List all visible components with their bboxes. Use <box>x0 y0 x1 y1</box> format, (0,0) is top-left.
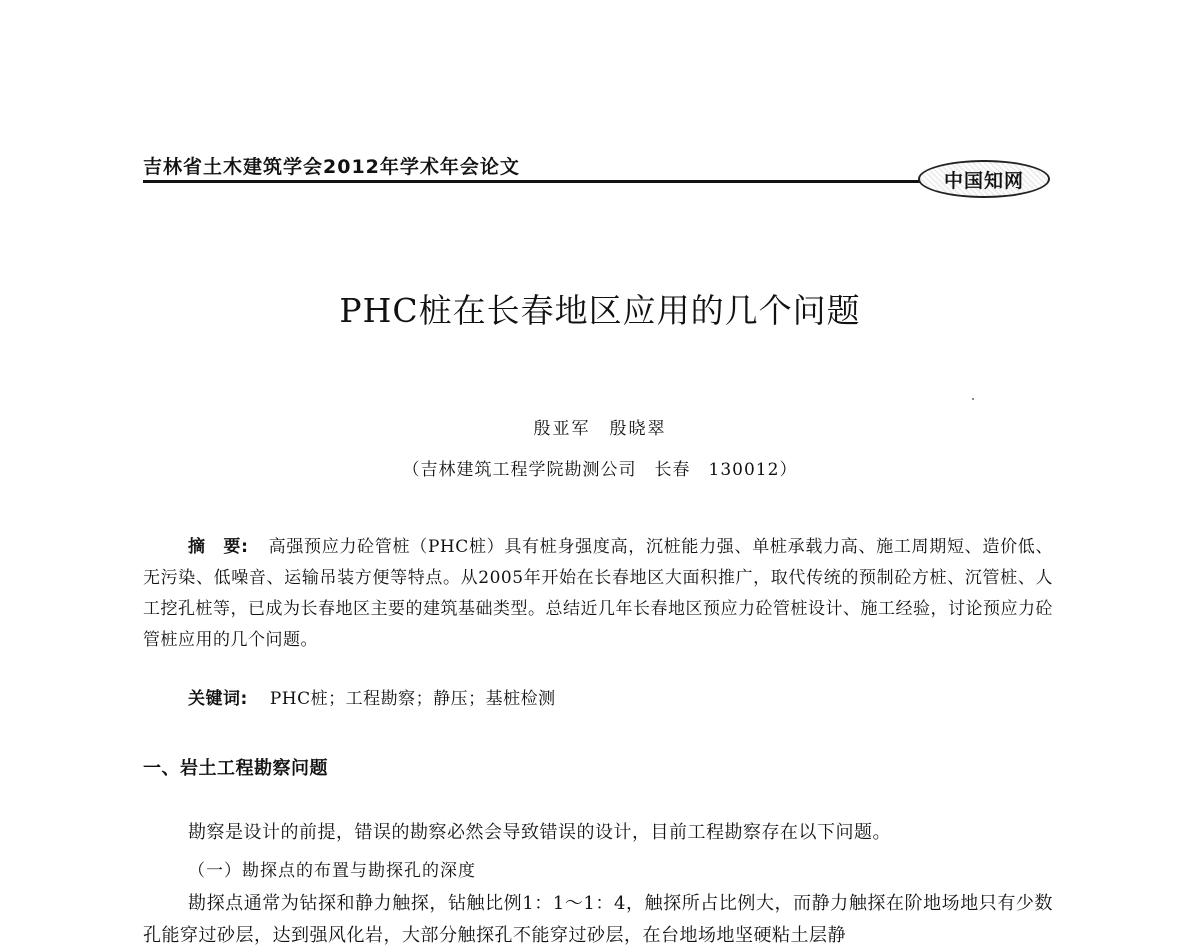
abstract-paragraph <box>143 532 1053 656</box>
paper-title: PHC桩在长春地区应用的几个问题 <box>339 291 861 330</box>
body-paragraph-text: 勘探点通常为钻探和静力触探，钻触比例1：1～1：4，触探所占比例大，而静力触探在阶地场地只有少数孔能穿过砂层，达到强风化岩，大部分触探孔不能穿过砂层，在台地场地坚硬粘土层静 <box>143 893 1053 946</box>
scan-artifact-dot <box>972 398 974 400</box>
header-rule <box>143 180 923 183</box>
body-paragraph <box>143 888 1053 952</box>
abstract-text: 高强预应力砼管桩（PHC桩）具有桩身强度高，沉桩能力强、单桩承载力高、施工周期短、造价低、无污染、低噪音、运输吊装方便等特点。从2005年开始在长春地区大面积推广，取代传统的预制砼方桩、沉管桩、人工挖孔桩等，已成为长春地区主要的建筑基础类型。总结近几年长春地区预应力砼管桩设计、施工经验，讨论预应力砼管桩应用的几个问题。 <box>143 537 1053 650</box>
affiliation: （吉林建筑工程学院勘测公司 长春 130012） <box>402 460 798 480</box>
abstract <box>143 532 1053 656</box>
running-header: 吉林省土木建筑学会2012年学术年会论文 <box>143 156 520 178</box>
keywords <box>188 684 556 709</box>
section-intro: 勘察是设计的前提，错误的勘察必然会导致错误的设计，目前工程勘察存在以下问题。 <box>188 822 891 843</box>
section-heading: 一、岩土工程勘察问题 <box>143 758 328 779</box>
cnki-logo <box>918 160 1050 198</box>
keywords-text: PHC桩；工程勘察；静压；基桩检测 <box>269 689 556 709</box>
subsection-heading: （一）勘探点的布置与勘探孔的深度 <box>188 861 476 881</box>
keywords-label: 关键词: <box>188 689 248 709</box>
authors: 殷亚军 殷晓翠 <box>533 419 667 439</box>
cnki-logo-text: 中国知网 <box>943 169 1024 192</box>
abstract-label: 摘 要: <box>188 537 249 557</box>
